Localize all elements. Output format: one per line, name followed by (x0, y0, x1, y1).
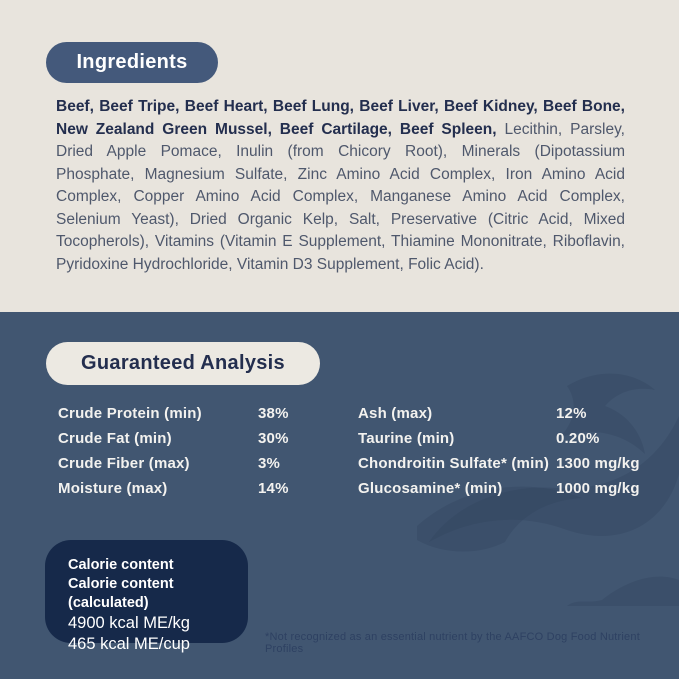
analysis-label: Moisture (max) (58, 480, 168, 497)
calorie-content-box (45, 540, 248, 653)
guaranteed-analysis-section (0, 312, 679, 679)
analysis-value: 30% (258, 430, 289, 447)
analysis-label: Crude Fiber (max) (58, 455, 190, 472)
analysis-label: Chondroitin Sulfate* (min) (358, 455, 550, 472)
analysis-value: 0.20% (556, 430, 600, 447)
analysis-value: 14% (258, 480, 289, 497)
ingredients-secondary-list: Lecithin, Parsley, Dried Apple Pomace, Inulin (from Chicory Root), Minerals (Dipotassium Phosphate, Magnesium Sulfate, Zinc Amino Acid Complex, Iron Amino Acid Complex, Copper Amino Acid Complex, Manganese Amino Acid Complex, Selenium Yeast), Dried Organic Kelp, Salt, Preservative (Citric Acid, Mixed Tocopherols), Vitamins (Vitamin E Supplement, Thiamine Mononitrate, Riboflavin, Pyridoxine Hydrochloride, Vitamin D3 Supplement, Folic Acid). (56, 120, 625, 273)
ingredients-heading-pill (46, 42, 218, 83)
analysis-label: Glucosamine* (min) (358, 480, 503, 497)
aafco-footnote: *Not recognized as an essential nutrient by the AAFCO Dog Food Nutrient Profiles (265, 631, 640, 655)
analysis-value: 1000 mg/kg (556, 480, 640, 497)
ingredients-heading: Ingredients (76, 51, 188, 73)
analysis-value: 38% (258, 405, 289, 422)
ingredients-primary-list: Beef, Beef Tripe, Beef Heart, Beef Lung, Beef Liver, Beef Kidney, Beef Bone, New Zealand Green Mussel, Beef Cartilage, Beef Spleen, (56, 98, 625, 138)
analysis-heading: Guaranteed Analysis (81, 352, 285, 374)
calorie-kcal-per-kg: 4900 kcal ME/kg (68, 614, 190, 632)
analysis-label: Crude Fat (min) (58, 430, 172, 447)
analysis-heading-pill (46, 342, 320, 385)
analysis-table (58, 401, 658, 501)
analysis-value: 3% (258, 455, 281, 472)
analysis-value: 1300 mg/kg (556, 455, 640, 472)
analysis-label: Ash (max) (358, 405, 433, 422)
analysis-label: Crude Protein (min) (58, 405, 202, 422)
ingredients-paragraph (56, 96, 625, 276)
analysis-value: 12% (556, 405, 587, 422)
calorie-title: Calorie content (68, 557, 174, 573)
analysis-label: Taurine (min) (358, 430, 455, 447)
calorie-title-calculated: Calorie content (calculated) (68, 576, 174, 611)
calorie-kcal-per-cup: 465 kcal ME/cup (68, 635, 190, 653)
ingredients-section (0, 0, 679, 312)
